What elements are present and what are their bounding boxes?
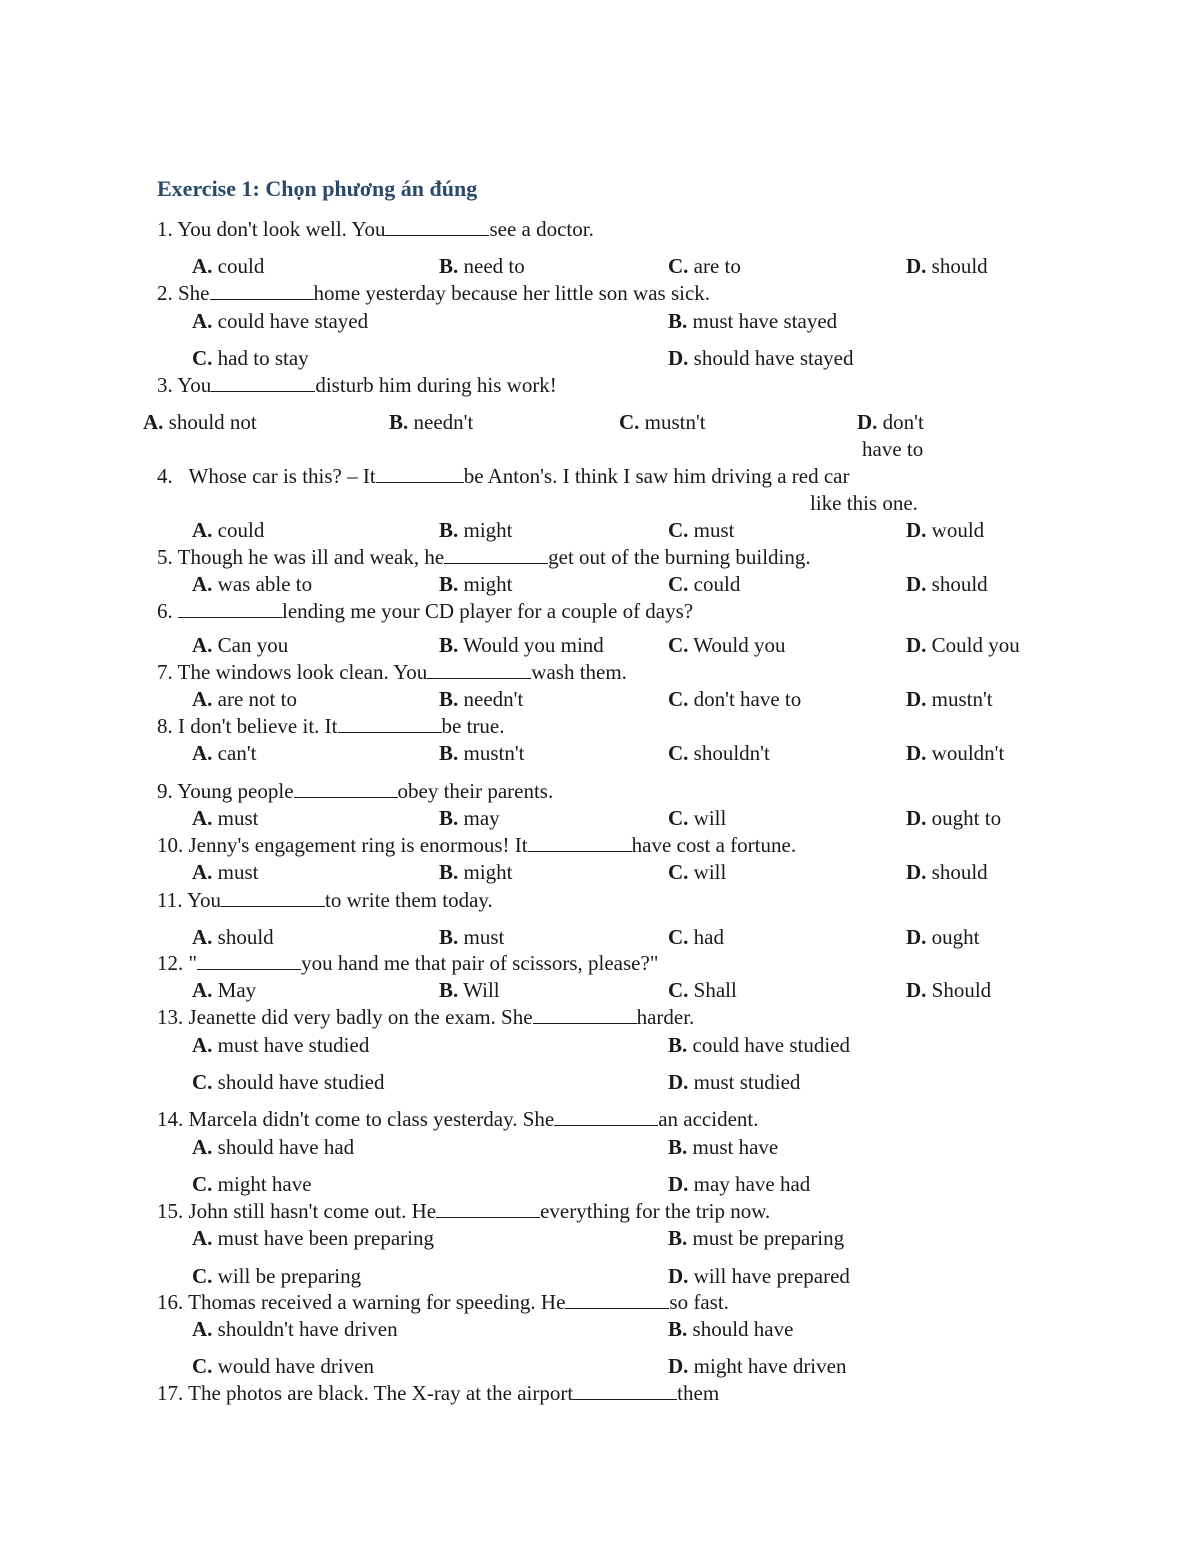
option-a: A. was able to [192, 572, 313, 596]
option-d: D. should [906, 860, 988, 884]
answer-blank [338, 714, 442, 733]
question-8: 8. I don't believe it. It be true. [157, 714, 505, 738]
answer-blank [533, 1005, 637, 1024]
option-a: A. should not [143, 410, 257, 434]
question-1: 1. You don't look well. You see a doctor. [157, 217, 594, 241]
question-14: 14. Marcela didn't come to class yesterday. She an accident. [157, 1107, 759, 1131]
option-d: D. should have stayed [668, 346, 854, 370]
option-d: D. don't [857, 410, 924, 434]
question-17: 17. The photos are black. The X-ray at the airport them [157, 1381, 720, 1405]
answer-blank [528, 833, 632, 852]
option-b: B. might [439, 572, 513, 596]
option-d: D. would [906, 518, 985, 542]
option-d: D. should [906, 572, 988, 596]
option-c: C. will [668, 860, 727, 884]
option-a: A. May [192, 978, 257, 1002]
answer-blank [197, 951, 301, 970]
answer-blank [178, 599, 282, 618]
question-13: 13. Jeanette did very badly on the exam. She harder. [157, 1005, 695, 1029]
option-a: A. must [192, 860, 259, 884]
option-b: B. might [439, 860, 513, 884]
option-d: D. ought to [906, 806, 1002, 830]
option-c: C. mustn't [619, 410, 706, 434]
question-9: 9. Young people obey their parents. [157, 779, 554, 803]
option-a: A. Can you [192, 633, 289, 657]
option-a: A. could have stayed [192, 309, 369, 333]
question-10: 10. Jenny's engagement ring is enormous! It have cost a fortune. [157, 833, 797, 857]
option-b: B. must have [668, 1135, 779, 1159]
question-12: 12. " you hand me that pair of scissors, please?" [157, 951, 659, 975]
option-c: C. shouldn't [668, 741, 770, 765]
option-a: A. should have had [192, 1135, 355, 1159]
option-d: D. Should [906, 978, 992, 1002]
option-c: C. will [668, 806, 727, 830]
option-d: D. wouldn't [906, 741, 1005, 765]
answer-blank [385, 217, 489, 236]
option-a: A. should [192, 925, 274, 949]
option-a: A. must have studied [192, 1033, 370, 1057]
exercise-title: Exercise 1: Chọn phương án đúng [157, 176, 478, 201]
option-c: C. should have studied [192, 1070, 385, 1094]
option-b: B. needn't [389, 410, 474, 434]
option-c: C. could [668, 572, 741, 596]
option-a: A. could [192, 518, 265, 542]
question-5: 5. Though he was ill and weak, he get out of the burning building. [157, 545, 811, 569]
answer-blank [294, 779, 398, 798]
answer-blank [211, 373, 315, 392]
option-d-continued: have to [862, 437, 924, 461]
option-a: A. could [192, 254, 265, 278]
option-a: A. can't [192, 741, 257, 765]
option-a: A. are not to [192, 687, 297, 711]
answer-blank [376, 464, 464, 483]
option-b: B. need to [439, 254, 525, 278]
option-b: B. mustn't [439, 741, 525, 765]
question-16: 16. Thomas received a warning for speeding. He so fast. [157, 1290, 729, 1314]
option-d: D. may have had [668, 1172, 811, 1196]
option-b: B. must [439, 925, 505, 949]
option-c: C. are to [668, 254, 741, 278]
question-15: 15. John still hasn't come out. He everything for the trip now. [157, 1199, 771, 1223]
question-4: 4. Whose car is this? – It be Anton's. I think I saw him driving a red car [157, 464, 850, 488]
option-b: B. Would you mind [439, 633, 604, 657]
option-c: C. Shall [668, 978, 737, 1002]
option-d: D. Could you [906, 633, 1020, 657]
option-d: D. should [906, 254, 988, 278]
answer-blank [436, 1199, 540, 1218]
answer-blank [565, 1290, 669, 1309]
option-c: C. must [668, 518, 735, 542]
answer-blank [210, 281, 314, 300]
question-7: 7. The windows look clean. You wash them. [157, 660, 627, 684]
question-6: 6. lending me your CD player for a couple of days? [157, 599, 694, 623]
option-a: A. shouldn't have driven [192, 1317, 398, 1341]
option-c: C. had [668, 925, 724, 949]
answer-blank [221, 888, 325, 907]
option-d: D. ought [906, 925, 980, 949]
question-2: 2. She home yesterday because her little son was sick. [157, 281, 711, 305]
option-b: B. must have stayed [668, 309, 838, 333]
question-11: 11. You to write them today. [157, 888, 493, 912]
option-c: C. Would you [668, 633, 786, 657]
option-c: C. don't have to [668, 687, 802, 711]
option-c: C. will be preparing [192, 1264, 362, 1288]
option-d: D. might have driven [668, 1354, 847, 1378]
option-b: B. should have [668, 1317, 794, 1341]
option-d: D. must studied [668, 1070, 801, 1094]
option-a: A. must [192, 806, 259, 830]
option-c: C. would have driven [192, 1354, 374, 1378]
option-b: B. needn't [439, 687, 524, 711]
option-b: B. might [439, 518, 513, 542]
option-d: D. will have prepared [668, 1264, 850, 1288]
answer-blank [554, 1107, 658, 1126]
question-4-continued: like this one. [810, 491, 918, 515]
option-b: B. may [439, 806, 500, 830]
answer-blank [427, 660, 531, 679]
option-a: A. must have been preparing [192, 1226, 435, 1250]
option-b: B. must be preparing [668, 1226, 845, 1250]
option-c: C. had to stay [192, 346, 309, 370]
answer-blank [573, 1381, 677, 1400]
question-3: 3. You disturb him during his work! [157, 373, 557, 397]
option-b: B. Will [439, 978, 500, 1002]
option-d: D. mustn't [906, 687, 993, 711]
option-c: C. might have [192, 1172, 312, 1196]
option-b: B. could have studied [668, 1033, 850, 1057]
answer-blank [444, 545, 548, 564]
